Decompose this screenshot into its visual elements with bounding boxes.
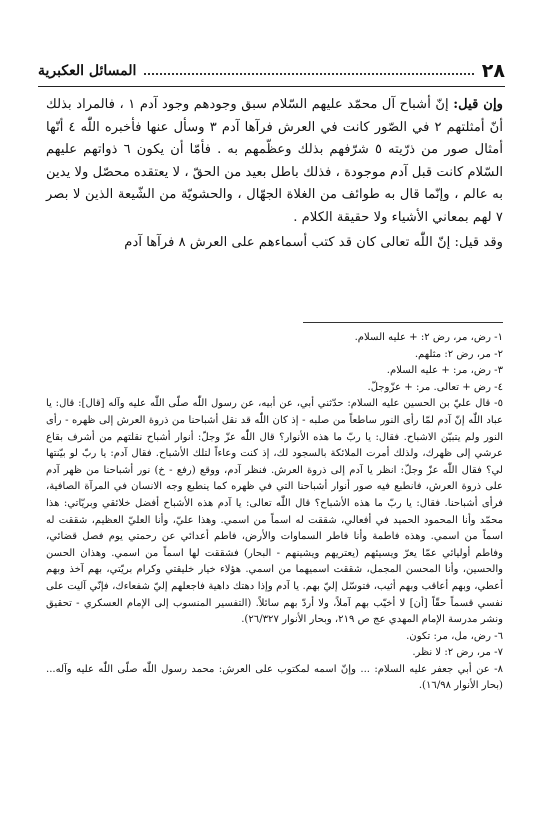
footnote-1: ١- رض، مر، رض ٢: + عليه السلام.: [354, 332, 503, 343]
footnote-7: ٧- مر، رض ٢: لا نظر.: [412, 647, 503, 659]
page-number: ٢٨: [481, 60, 505, 82]
main-text: [46, 94, 503, 254]
footnotes: [46, 330, 503, 695]
paragraph-2: وقد قيل: إنّ اللّٰه تعالى كان قد كتب أسماءهم على العرش ٨ فرآها آدم: [124, 234, 503, 250]
footnote-6: ٦- رض، مل، مر: تكون.: [406, 630, 503, 642]
paragraph-1-lead: وإن قيل:: [453, 97, 504, 112]
footnote-2: ٢- مر، رض ٢: مثلهم.: [414, 348, 503, 360]
footnote-8: ٨- عن أبي جعفر عليه السلام: ... وإنّ اسمه لمكتوب على العرش: محمد رسول اللّٰه صلّى اللّٰه عليه وآله... (بحار الأنوار ١٦/٩٨).: [46, 663, 503, 692]
paragraph-1-text: إنّ أشباح آل محمّد عليهم السّلام سبق وجودهم وجود آدم ١ ، فالمراد بذلك أنّ أمثلتهم ٢ في الصّور كانت في العرش فرآها آدم ٣ وسأل عنها فأخبره اللّٰه ٤ أنّها أمثال صور من ذرّيته ٥ شرّفهم بذلك وعظّمهم به . فأمّا أن يكون ٦ ذواتهم عليهم السّلام كانت قبل آدم موجودة ، فذلك باطل بعيد من الحقّ ، لا يعتقده محصّل ولا يدين به عالم ، وإنّما قال به طوائف من الغلاة الجهّال ، والحشويّة من الشّيعة الذين لا بصر ٧ لهم بمعاني الأشياء ولا حقيقة الكلام .: [46, 97, 504, 225]
footnote-4: ٤- رض + تعالى. مر: + عزّوجلّ.: [367, 381, 503, 393]
paragraph-1: [46, 94, 503, 230]
footnote-separator: [303, 322, 503, 323]
page-header: [38, 58, 505, 84]
header-rule: [38, 86, 505, 87]
footnote-3: ٣- رض، مر: + عليه السلام.: [386, 365, 503, 377]
running-title: المسائل العكبرية: [38, 63, 137, 79]
footnote-5: ٥- قال عليّ بن الحسين عليه السلام: حدّثني أبي، عن أبيه، عن رسول اللّٰه صلّى اللّٰه عليه وآله [قال]: قال: يا عباد اللّٰه إنّ آدم لمّا رأى النور ساطعاً من صلبه - إذ كان اللّٰه قد نقل أشباحنا من ذروة العرش إلى ظهره - رأى النور ولم يتبيّن الاشباح. فقال: يا ربّ ما هذه الأنوار؟ قال اللّٰه عزّ وجلّ: أنوار أشباح نقلتهم من أشرف بقاع عرشي إلى ظهرك، ولذلك أمرت الملائكة بالسجود لك، إذ كنت وعاءاً لتلك الأشباح. فقال آدم: يا ربّ لو بيّنتها لي؟ فقال اللّٰه عزّ وجلّ: انظر يا آدم إلى ذروة العرش. فنظر آدم، ووقع (رفع - خ) نور أشباحنا من ظهر آدم على ذروة العرش، فانطبع فيه صور أنوار أشباحنا التي في ظهره كما ينطبع وجه الانسان في المرآة الصافية، فرأى أشباحنا. فقال: يا ربّ ما هذه الأشباح؟ قال اللّٰه تعالى: يا آدم هذه الأشباح أفضل خلائقي وبريّاتي: هذا محمّد وأنا المحمود الحميد في أفعالي، شققت له اسماً من اسمي. وهذا عليّ، وأنا العليّ العظيم، شققت له اسماً من اسمي. وهذه فاطمة وأنا فاطر السماوات والأرض، فاطم أعدائي عن رحمتي يوم فصل قضائي، وفاطم أوليائي عمّا يعرّ ويسيئهم (يعتريهم ويشينهم - البحار) فشققت لها اسماً من اسمي. وهذان الحسن والحسين، وأنا المحسن المجمل، شققت اسميهما من اسمي. هؤلاء خيار خليقتي وكرام بريّتي، بهم آخذ وبهم أعطي، وبهم أعاقب وبهم أثيب، فتوسّل إليّ بهم. يا آدم وإذا دهتك داهية فاجعلهم إليّ شفعاءك، فإنّي آليت على نفسي قسماً حقّاً [أن] لا أخيّب بهم آملاً، ولا أردّ بهم سائلاً. (التفسير المنسوب إلى الإمام العسكري - تحقيق ونشر مدرسة الإمام المهدي عج ص ٢١٩، وبحار الأنوار ٢٦/٣٢٧).: [46, 398, 504, 626]
header-dot-leader: [144, 73, 473, 75]
